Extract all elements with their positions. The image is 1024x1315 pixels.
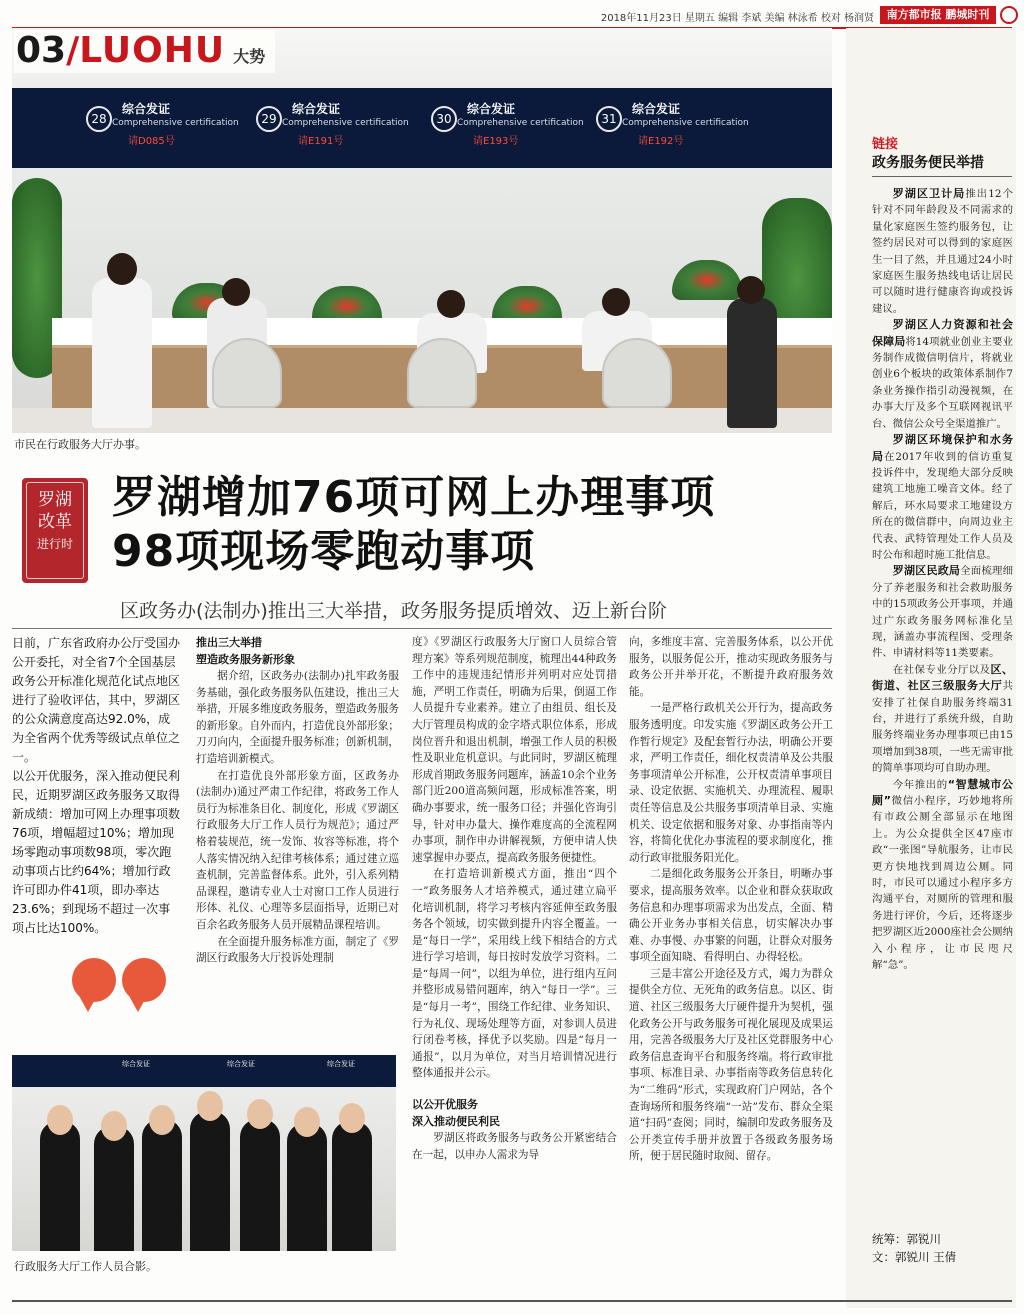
queue-number: 请E192号 (638, 136, 684, 147)
citizen-head (107, 253, 137, 285)
led-text: 综合发证 (327, 1060, 355, 1068)
citizen-figure (727, 298, 777, 428)
subheadline: 区政务办(法制办)推出三大举措，政务服务提质增效、迈上新台阶 (120, 600, 667, 622)
item-prefix: 在社保专业分厅以及 (892, 663, 991, 676)
sidebar-tag: 链接 (872, 137, 899, 152)
panel-english: Comprehensive certification (622, 118, 749, 128)
sidebar-item (872, 777, 1013, 974)
window-number: 28 (86, 106, 112, 132)
org-name: 区、街道、社区三级服务大厅 (872, 662, 1013, 693)
org-name: 罗湖区民政局 (892, 564, 961, 578)
sidebar-item (872, 432, 1013, 563)
panel-title: 综合发证 (122, 102, 171, 116)
section-subtitle: 大势 (233, 47, 266, 66)
staff-head (47, 1105, 73, 1135)
lead-paragraph: 以公开优服务，深入推动便民利民，近期罗湖区政务服务又取得新成绩：增加可网上办理事项数76项，增幅超过10%；增加现场零跑动事项数98项，零次跑动事项占比约64%；增加行政许可即办件41项，即办率达23.6%；到现场不超过一次事项占比达100%。 (12, 769, 181, 935)
staff-head (247, 1099, 273, 1129)
lead-column (12, 634, 180, 938)
paragraph: 一是严格行政机关公开行为，提高政务服务透明度。印发实施《罗湖区政务公开工作暂行规定》及配套暂行办法，明确公开要求，严明工作责任，细化权责清单及公共服务事项清单公开标准，公开权责清单事项目录、设定依据、实施机关、办理流程、履职责任等信息及公共服务事项清单目录、实施机关、设定依据和服务对象、办事指南等内容，将简化优化办事流程的要求制度化，推动行政审批服务阳光化。 (629, 702, 833, 864)
paragraph: 度》《罗湖区行政服务大厅窗口人员综合管理方案》等系列规范制度，梳理出44种政务工作中的违规违纪情形并列明对应处罚措施，严明工作责任，明确为后果，倒逼工作人员提升专业素养。建立了由组员、组长及大厅管理员构成的金字塔式职位体系，形成岗位晋升和退出机制，增强工作人员的积极性及职业危机意识。与此同时，罗湖区梳理形成首期政务服务问题库，涵盖10余个业务部门近200道高频问题，形成标准答案，明确办事要求，统一服务口径；并强化咨询引导，针对申办量大、操作难度高的全流程网办事项，制作申办讲解视频，方便申请人快速掌握申办要点，提高政务服务便捷性。 (412, 636, 617, 864)
led-panel (427, 94, 597, 154)
section-heading: 深入推动便民利民 (412, 1115, 500, 1129)
sidebar-item (872, 317, 1013, 432)
paragraph: 据介绍，区政务办(法制办)扎牢政务服务基础，强化政务服务队伍建设，推出三大举措，开展多维度政务服务，塑造政务服务的新形象。自外而内，打造优良外部形象；刀刃向内，全面提升服务标准；创新机制，打造培训新模式。 (196, 670, 399, 765)
panel-english: Comprehensive certification (282, 118, 409, 128)
window-number: 30 (431, 106, 457, 132)
lead-paragraph: 日前，广东省政府办公厅受国办公开委托，对全省7个全国基层政务公开标准化规范化试点地区进行了验收评估，其中，罗湖区的公众满意度高达92.0%，成为全省两个优秀等级试点单位之一。 (12, 636, 181, 764)
staff-figure (240, 1119, 280, 1251)
section-heading: 塑造政务服务新形象 (196, 653, 295, 666)
credits (872, 1230, 956, 1266)
seal-line: 改革 (38, 512, 72, 532)
led-board (12, 88, 832, 168)
org-name: 罗湖区人力资源和社会保障局 (872, 318, 1013, 348)
paragraph: 在全面提升服务标准方面，制定了《罗湖区行政服务大厅投诉处理制 (196, 935, 399, 965)
column-seal (22, 478, 88, 583)
newspaper-logo: 南方都市报 鹏城时刊 (880, 6, 996, 24)
logo-mark-icon (1000, 6, 1018, 24)
section-slash: / (66, 30, 80, 71)
paragraph: 罗湖区将政务服务与政务公开紧密结合在一起，以申办人需求为导 (412, 1132, 617, 1161)
sidebar-item (872, 662, 1013, 777)
headline-line: 98项现场零跑动事项 (112, 526, 536, 577)
divider (872, 176, 1012, 177)
staff-head (101, 1111, 127, 1141)
citizen-head (602, 288, 630, 316)
article-column (629, 634, 833, 1165)
paragraph: 在打造优良外部形象方面，区政务办(法制办)通过严肃工作纪律，将政务工作人员行为标准条目化、制度化，形成《罗湖区行政服务大厅工作人员行为规范》；通过严格着装规范，统一发饰、妆容等标准，将个人落实情况纳入纪律考核体系；通过建立巡查机制，完善监督体系。此外，引入系列精品课程，邀请专业人士对窗口工作人员进行形体、礼仪、心理等多层面指导，近期已对百余名政务服务人员开展精品课程培训。 (196, 769, 399, 931)
org-name: 罗湖区卫计局 (892, 187, 966, 200)
sidebar-body (872, 186, 1013, 974)
citizen-figure (92, 278, 152, 428)
queue-number: 请D085号 (128, 136, 175, 147)
staff-figure (94, 1126, 134, 1251)
item-text: 推出12个针对不同年龄段及不同需求的量化家庭医生签约服务包，让签约居民对可以得到的家庭医生一目了然，并且通过24小时家庭医生服务热线电话让居民可以随时进行健康咨询或投诉建议。 (872, 188, 1013, 315)
staff-figure (332, 1121, 372, 1251)
item-text: 将14项就业创业主要业务制作成微信明信片，将就业创业6个板块的政策体系制作7条业务操作指引动漫视频，在办事大厅及多个互联网视讯平台、微信公众号全渠道推广。 (872, 335, 1013, 430)
citizen-head (437, 290, 465, 318)
led-panel (252, 94, 422, 154)
headline-line: 罗湖增加76项可网上办理事项 (112, 472, 716, 523)
window-number: 31 (596, 106, 622, 132)
panel-title: 综合发证 (292, 102, 341, 116)
article-column (196, 634, 399, 967)
chair (602, 338, 672, 408)
window-number: 29 (256, 106, 282, 132)
item-text: 微信小程序，巧妙地将所有市政公厕全部显示在地图上。为公众提供全区47座市政“一张图”导航服务，让市民更方快地找到周边公厕。同时，市民可以通过小程序多方沟通平台，对厕所的管理和服务进行评价，今后，还将逐步把罗湖区近2000座社会公厕纳入小程序，让市民咫尺解“急”。 (872, 795, 1013, 972)
item-prefix: 今年推出的 (892, 778, 948, 791)
staff-head (339, 1103, 365, 1133)
chair (212, 338, 282, 408)
queue-number: 请E193号 (473, 136, 519, 147)
divider (12, 628, 832, 629)
led-board (12, 1055, 396, 1087)
photo-caption: 市民在行政服务大厅办事。 (14, 438, 146, 451)
chair (407, 338, 477, 408)
led-panel (82, 94, 252, 154)
panel-title: 综合发证 (467, 102, 516, 116)
staff-figure (287, 1123, 327, 1251)
staff-figure (190, 1111, 230, 1251)
panel-english: Comprehensive certification (112, 118, 239, 128)
item-text: 在2017年收到的信访重复投诉件中，发现绝大部分反映建筑工地施工噪音文体。经了解后，环水局要求工地建设方所在的微信群中，向周边业主代表、武特管理处工作人员及时公布和超时施工批信息。 (872, 450, 1014, 561)
article-column (412, 634, 617, 1163)
org-name: 罗湖区环境保护和水务局 (872, 433, 1013, 463)
section-header (14, 30, 275, 73)
hall-photo (12, 28, 832, 433)
sidebar-item (872, 186, 1013, 317)
queue-number: 请E191号 (298, 136, 344, 147)
led-text: 综合发证 (227, 1060, 255, 1068)
headline (112, 471, 715, 579)
item-text: 全面梳理细分了养老服务和社会救助服务中的15项政务公开事项，并通过广东政务服务网标准化呈现，涵盖办事流程图、受理条件、申请材料等11类要素。 (872, 565, 1014, 660)
panel-english: Comprehensive certification (457, 118, 584, 128)
paragraph: 二是细化政务服务公开条目，明晰办事要求，提高服务效率。以企业和群众获取政务信息和办理事项需求为出发点，全面、精确公开业务办事相关信息，切实解决办事难、办事慢、办事繁的问题，让群众对服务事项全面知晓、看得明白、办得轻松。 (629, 868, 833, 964)
photo-caption: 行政服务大厅工作人员合影。 (14, 1260, 157, 1273)
staff-figure (142, 1119, 182, 1251)
credit-line: 统筹：郭锐川 (872, 1232, 941, 1246)
seal-text (26, 482, 84, 579)
paragraph: 在打造培训新模式方面，推出“四个一”政务服务人才培养模式，通过建立扁平化培训机制，将学习考核内容延伸至政务服务各个领域，切实做到提升内容全覆盖。一是“每日一学”，采用线上线下相结合的方式进行学习培训，每日按时发放学习资料。二是“每周一问”，以组为单位，进行组内互问并整形成易错问题库，纳入“每日一学”。三是“每月一考”，围绕工作纪律、业务知识、行为礼仪、现场处理等方面，对参训人员进行闭卷考核，择优予以奖励。四是“每月一通报”，以月为单位，对当月培训情况进行整体通报并公示。 (412, 868, 617, 1080)
led-panel (592, 94, 762, 154)
item-text: 共安排了社保自助服务终端31台，并进行了系统升级，自助服务终端业务办理事项已由15项增加到38项，一些无需审批的简单事项均可自助办理。 (872, 680, 1013, 775)
section-heading: 以公开优服务 (412, 1098, 478, 1112)
seal-line: 罗湖 (38, 490, 72, 510)
paragraph: 向，多维度丰富、完善服务体系，以公开优服务，以服务促公开，推动实现政务服务与政务公开并举开花，不断提升政府服务效能。 (629, 636, 833, 698)
credit-line: 文：郭锐川 王倩 (872, 1250, 957, 1264)
citizen-head (737, 276, 765, 304)
citizen-head (222, 278, 250, 306)
masthead (0, 0, 1024, 26)
sidebar-item (872, 563, 1013, 661)
page-number: 03 (16, 30, 67, 71)
staff-head (149, 1105, 175, 1135)
sidebar-title: 政务服务便民举措 (872, 155, 984, 171)
org-name: “智慧城市公厕” (872, 777, 1014, 808)
seal-line: 进行时 (36, 537, 73, 551)
staff-head (294, 1107, 320, 1137)
staff-photo (12, 1055, 396, 1251)
section-heading: 推出三大举措 (196, 636, 262, 649)
staff-head (197, 1091, 223, 1121)
issue-meta: 2018年11月23日 星期五 编辑 李斌 美编 林泳希 校对 杨润贤 (600, 13, 874, 24)
led-text: 综合发证 (122, 1060, 150, 1068)
bottom-rule (12, 1300, 1012, 1302)
panel-title: 综合发证 (632, 102, 681, 116)
staff-figure (40, 1121, 80, 1251)
paragraph: 三是丰富公开途径及方式，竭力为群众提供全方位、无死角的政务信息。以区、街道、社区三级服务大厅硬件提升为契机，强化政务公开与政务服务可视化展现及成果运用，完善各级服务大厅及社区党群服务中心政务信息查询平台和服务终端。将行政审批事项、标准目录、办事指南等政务信息转化为“二维码”形式，实现政府门户网站，各个查询场所和服务终端“一站”发布、群众全渠道“扫码”查阅；同时，编制印发政务服务及公开类宣传手册并放置于各级政务服务场所，便于居民随时取阅、留存。 (629, 967, 833, 1163)
section-name: LUOHU (79, 30, 226, 71)
